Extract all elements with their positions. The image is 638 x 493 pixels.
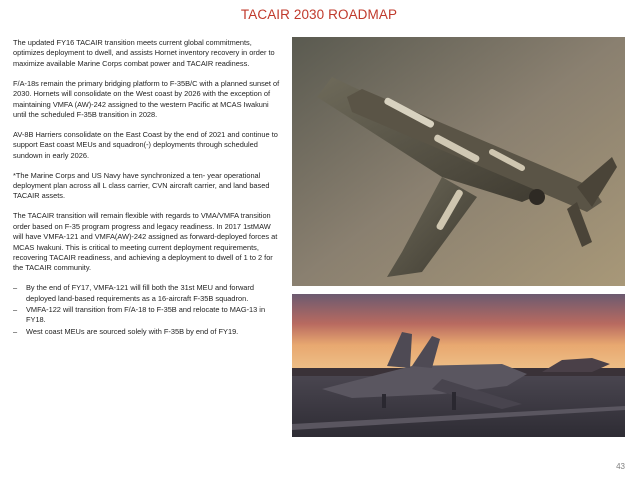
bullet-text: West coast MEUs are sourced solely with F-35B by end of FY19.	[26, 326, 239, 336]
paragraph-fa18-bridging: F/A-18s remain the primary bridging platform to F-35B/C with a planned sunset of 2030. Hornets will consolidate on the West coast by 2026 with the exception of maintaining VMFA (AW)-242 assigned to the western Pacific at MCAS Iwakuni until the scheduled F-35B transition in 2028.	[13, 78, 280, 119]
paragraph-navy-sync: *The Marine Corps and US Navy have synchronized a ten- year operational deployment plan across all L class carrier, CVN aircraft carrier, and land based TACAIR assets.	[13, 170, 270, 201]
bullet-text: VMFA-122 will transition from F/A-18 to F-35B and relocate to MAG-13 in FY18.	[26, 305, 266, 325]
harrier-image	[292, 37, 625, 286]
body-text	[13, 38, 283, 338]
paragraph-transition-flexibility: The TACAIR transition will remain flexible with regards to VMA/VMFA transition order based on F-35 program progress and legacy readiness. In 2017 1stMAW will have VMFA-121 and VMFA(AW)-242 assigned as forward-deployed forces at MCAS Iwakuni. This is critical to meeting current deployment requirements, recovering TACAIR readiness, and achieving a deployment to dwell of 1 to 2 for the TACAIR community.	[13, 211, 278, 273]
bullet-item	[13, 283, 283, 304]
bullet-list	[13, 283, 283, 337]
bullet-dash: –	[13, 283, 18, 293]
bullet-dash: –	[13, 305, 18, 315]
slide-title: TACAIR 2030 ROADMAP	[240, 7, 398, 22]
bullet-item	[13, 327, 283, 337]
hornet-image	[292, 294, 625, 437]
paragraph-fy16-transition: The updated FY16 TACAIR transition meets current global commitments, optimizes deployment to dwell, and assists Hornet inventory recovery in order to maximize available Marine Corps combat power and TACAIR readiness.	[13, 38, 275, 68]
paragraph-av8b-harriers: AV-8B Harriers consolidate on the East Coast by the end of 2021 and continue to support East coast MEUs and squadron(-) deployments through scheduled sundown in early 2026.	[13, 129, 278, 160]
hornet-photo	[292, 294, 625, 437]
page-number: 43	[616, 462, 625, 471]
bullet-item	[13, 305, 283, 326]
bullet-dash: –	[13, 326, 18, 336]
harrier-photo	[292, 37, 625, 286]
bullet-text: By the end of FY17, VMFA-121 will fill both the 31st MEU and forward deployed land-based requirements as a 16-aircraft F-35B squadron.	[26, 283, 254, 303]
